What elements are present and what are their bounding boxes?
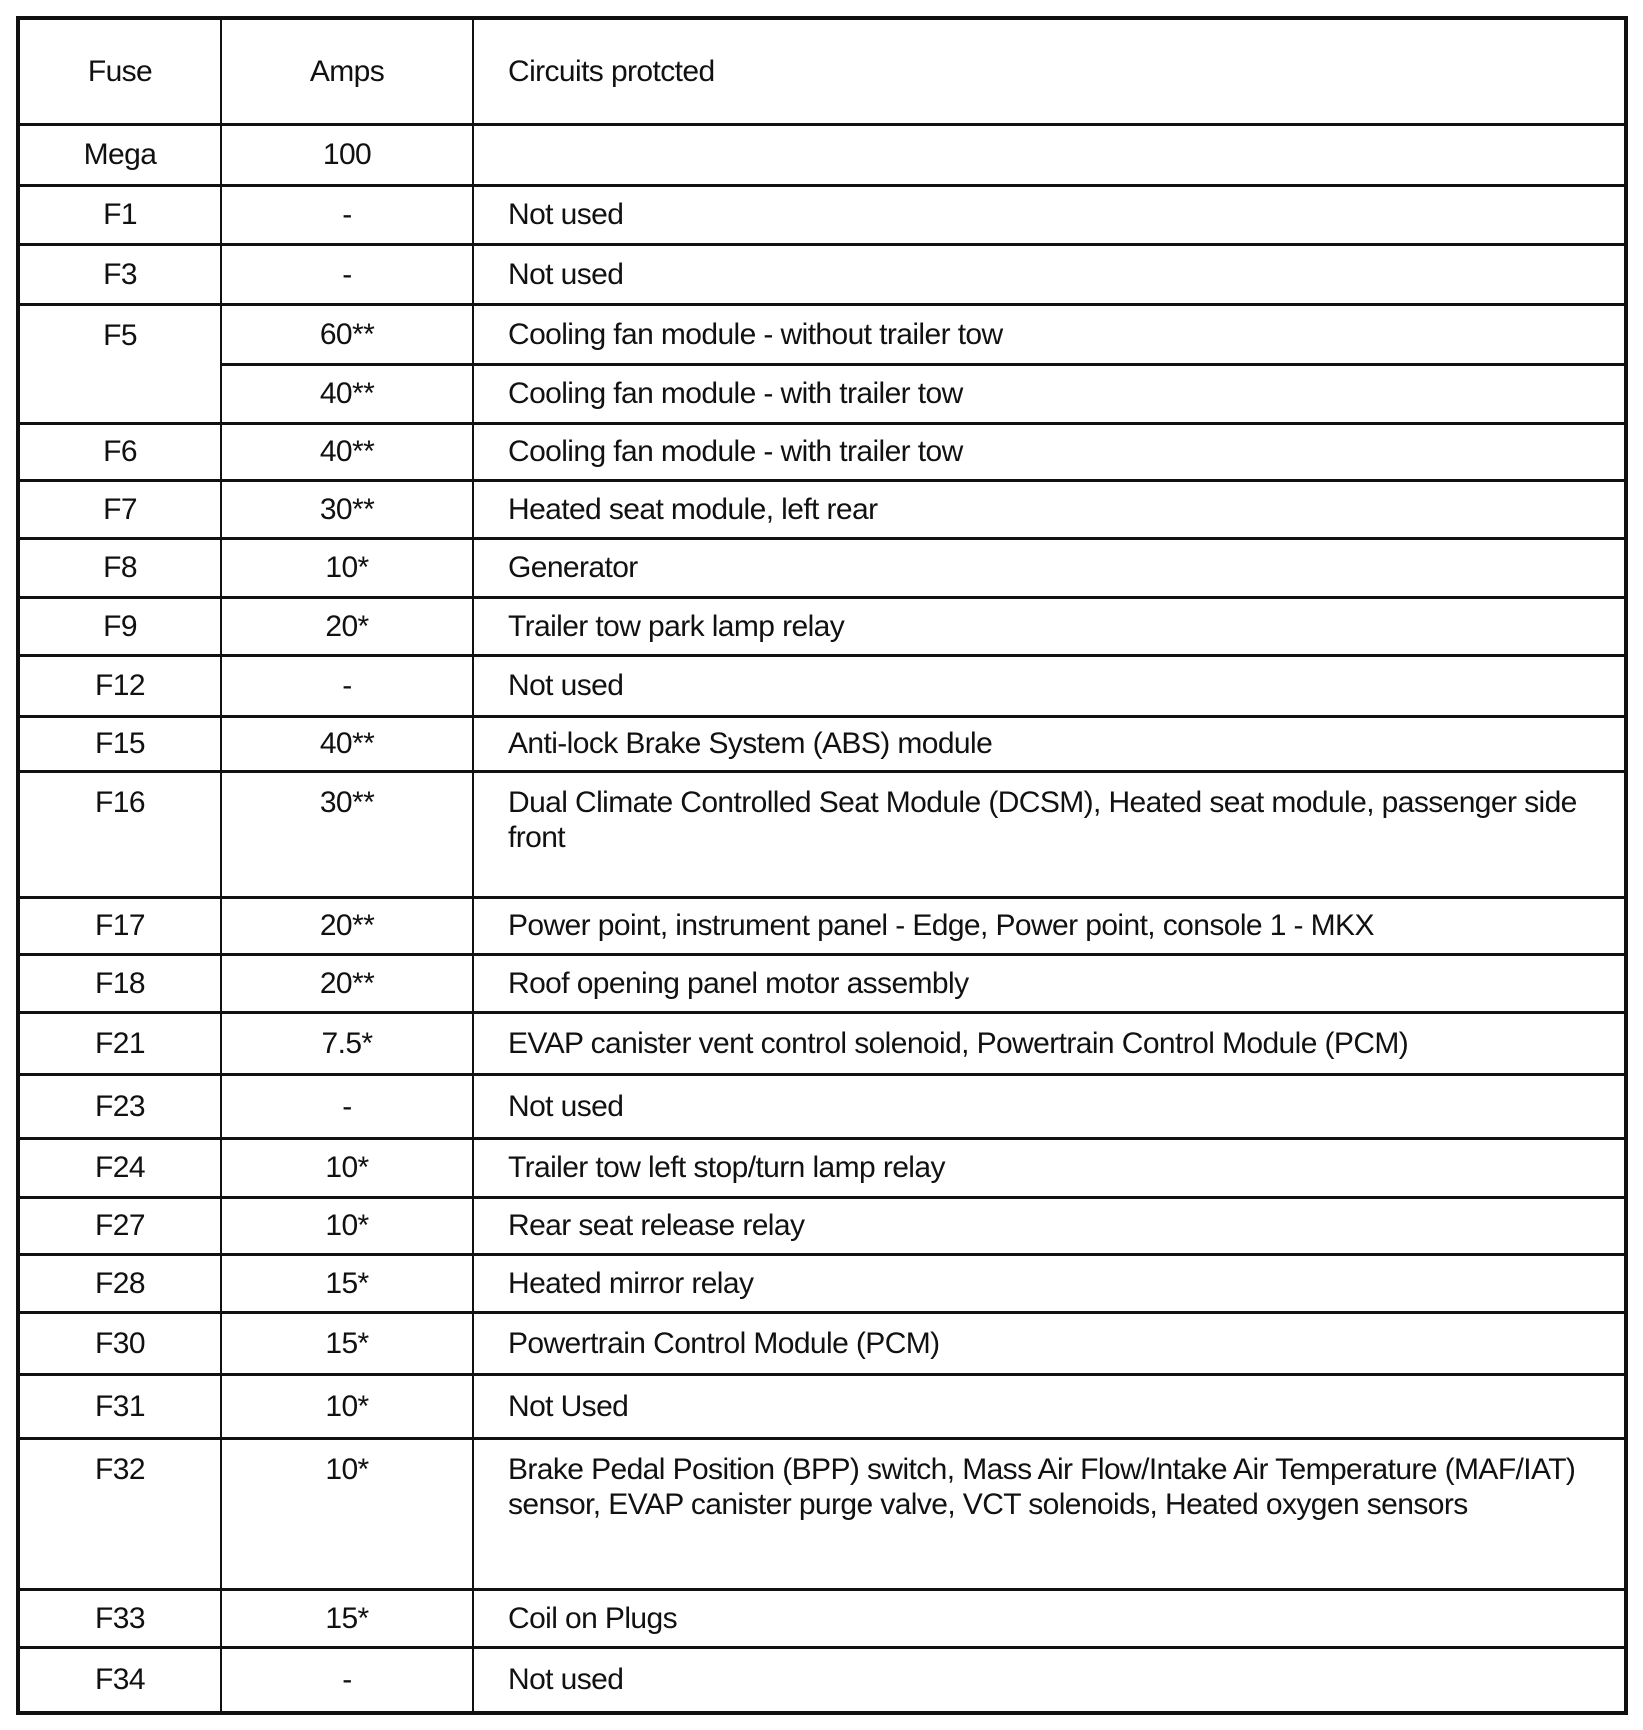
fuse-cell: F6 [18, 423, 221, 480]
amps-cell: - [221, 1074, 473, 1138]
circuit-cell: Not used [473, 655, 1626, 716]
circuit-cell: Powertrain Control Module (PCM) [473, 1312, 1626, 1374]
fuse-cell: F17 [18, 897, 221, 954]
fuse-cell: F5 [18, 304, 221, 423]
amps-cell: 30** [221, 480, 473, 538]
header-circuits: Circuits protcted [473, 18, 1626, 124]
table-row [18, 244, 1626, 304]
circuit-cell: Not Used [473, 1374, 1626, 1438]
fuse-cell: F23 [18, 1074, 221, 1138]
amps-cell: 20** [221, 897, 473, 954]
table-row [18, 1438, 1626, 1589]
circuit-cell: Not used [473, 244, 1626, 304]
fuse-cell: F8 [18, 538, 221, 597]
amps-cell: 15* [221, 1312, 473, 1374]
circuit-cell: Rear seat release relay [473, 1197, 1626, 1254]
table-row [18, 897, 1626, 954]
header-row [18, 18, 1626, 124]
table-row [18, 1197, 1626, 1254]
circuit-cell: Cooling fan module - without trailer tow [473, 304, 1626, 364]
table-row [18, 1589, 1626, 1647]
amps-cell: 10* [221, 1438, 473, 1589]
fuse-cell: F24 [18, 1138, 221, 1197]
circuit-cell: Power point, instrument panel - Edge, Power point, console 1 - MKX [473, 897, 1626, 954]
header-fuse: Fuse [18, 18, 221, 124]
fuse-cell: F1 [18, 185, 221, 244]
fuse-cell: F31 [18, 1374, 221, 1438]
amps-cell: 20* [221, 597, 473, 655]
fuse-cell: F15 [18, 716, 221, 771]
circuit-cell: Not used [473, 1074, 1626, 1138]
circuit-cell: Trailer tow left stop/turn lamp relay [473, 1138, 1626, 1197]
circuit-cell: EVAP canister vent control solenoid, Powertrain Control Module (PCM) [473, 1012, 1626, 1074]
circuit-cell: Heated mirror relay [473, 1254, 1626, 1312]
circuit-cell [473, 124, 1626, 185]
amps-cell: 10* [221, 1374, 473, 1438]
amps-cell: 40** [221, 364, 473, 423]
table-row [18, 185, 1626, 244]
table-row [18, 771, 1626, 897]
fuse-cell: F16 [18, 771, 221, 897]
circuit-cell: Generator [473, 538, 1626, 597]
circuit-cell: Cooling fan module - with trailer tow [473, 364, 1626, 423]
fuse-cell: F30 [18, 1312, 221, 1374]
circuit-cell: Dual Climate Controlled Seat Module (DCSM), Heated seat module, passenger side front [473, 771, 1626, 897]
table-row [18, 1254, 1626, 1312]
fuse-cell: F12 [18, 655, 221, 716]
amps-cell: - [221, 655, 473, 716]
fuse-cell: Mega [18, 124, 221, 185]
fuse-cell: F21 [18, 1012, 221, 1074]
table-row [18, 716, 1626, 771]
fuse-cell: F34 [18, 1647, 221, 1713]
table-row [18, 1138, 1626, 1197]
amps-cell: - [221, 185, 473, 244]
amps-cell: 20** [221, 954, 473, 1012]
circuit-cell: Coil on Plugs [473, 1589, 1626, 1647]
table-row [18, 1647, 1626, 1713]
circuit-cell: Anti-lock Brake System (ABS) module [473, 716, 1626, 771]
header-amps: Amps [221, 18, 473, 124]
amps-cell: 60** [221, 304, 473, 364]
circuit-cell: Brake Pedal Position (BPP) switch, Mass Air Flow/Intake Air Temperature (MAF/IAT) sensor, EVAP canister purge valve, VCT solenoids, Heated oxygen sensors [473, 1438, 1626, 1589]
table-row [18, 597, 1626, 655]
fuse-cell: F28 [18, 1254, 221, 1312]
amps-cell: 10* [221, 538, 473, 597]
amps-cell: 40** [221, 716, 473, 771]
circuit-cell: Not used [473, 185, 1626, 244]
fuse-cell: F7 [18, 480, 221, 538]
circuit-cell: Not used [473, 1647, 1626, 1713]
table-row [18, 124, 1626, 185]
amps-cell: 40** [221, 423, 473, 480]
table-row [18, 423, 1626, 480]
table-row [18, 304, 1626, 364]
circuit-cell: Heated seat module, left rear [473, 480, 1626, 538]
table-row [18, 480, 1626, 538]
circuit-cell: Roof opening panel motor assembly [473, 954, 1626, 1012]
table-row [18, 364, 1626, 423]
amps-cell: 10* [221, 1197, 473, 1254]
fuse-cell: F32 [18, 1438, 221, 1589]
amps-cell: 15* [221, 1589, 473, 1647]
amps-cell: - [221, 244, 473, 304]
amps-cell: 7.5* [221, 1012, 473, 1074]
amps-cell: 30** [221, 771, 473, 897]
fuse-cell: F3 [18, 244, 221, 304]
circuit-cell: Trailer tow park lamp relay [473, 597, 1626, 655]
fuse-cell: F27 [18, 1197, 221, 1254]
amps-cell: - [221, 1647, 473, 1713]
amps-cell: 15* [221, 1254, 473, 1312]
fuse-cell: F33 [18, 1589, 221, 1647]
amps-cell: 100 [221, 124, 473, 185]
fuse-cell: F18 [18, 954, 221, 1012]
circuit-cell: Cooling fan module - with trailer tow [473, 423, 1626, 480]
table-row [18, 954, 1626, 1012]
table-row [18, 1312, 1626, 1374]
table-row [18, 655, 1626, 716]
table-row [18, 1012, 1626, 1074]
table-row [18, 538, 1626, 597]
fuse-table [16, 16, 1628, 1715]
fuse-cell: F9 [18, 597, 221, 655]
table-row [18, 1374, 1626, 1438]
amps-cell: 10* [221, 1138, 473, 1197]
table-row [18, 1074, 1626, 1138]
